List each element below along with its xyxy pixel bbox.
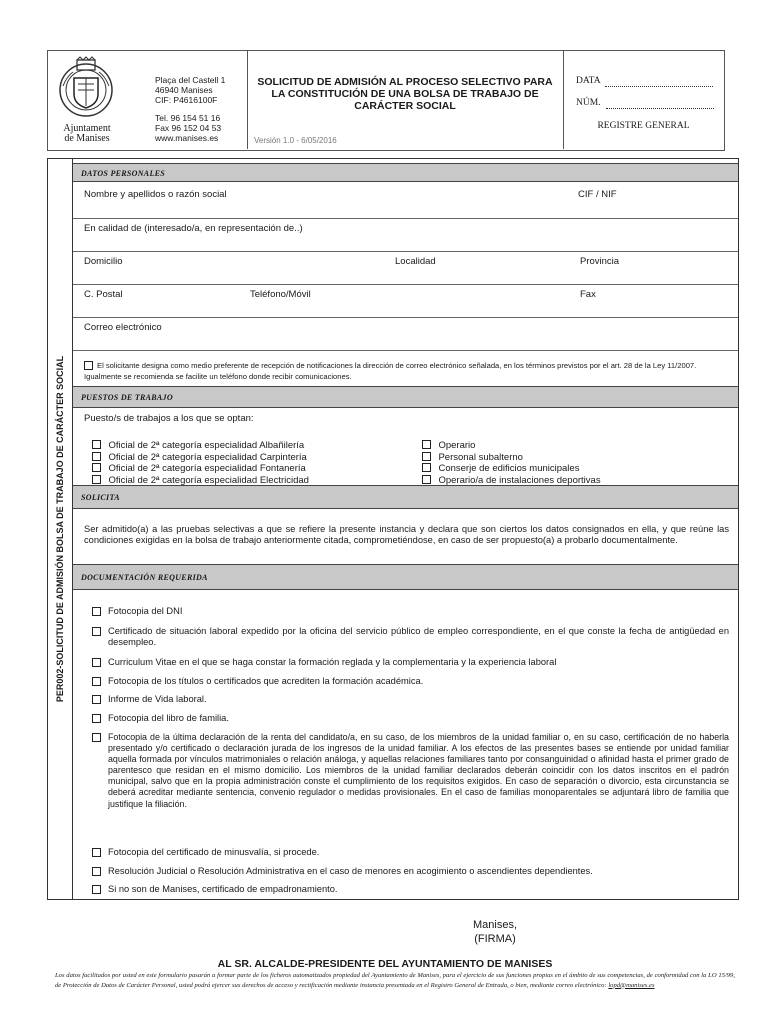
job-option: Operario/a de instalaciones deportivas [438,474,601,486]
form-version: Versión 1.0 - 6/05/2016 [254,136,337,145]
job-option: Oficial de 2ª categoría especialidad Albañilería [108,440,305,451]
org-name-line1: Ajuntament [63,123,111,134]
addressee: AL SR. ALCALDE-PRESIDENTE DEL AYUNTAMIENTO DE MANISES [217,958,553,970]
domicilio-label: Domicilio [84,256,123,267]
section-solicita: SOLICITA [73,485,738,509]
doc-item: Fotocopia del certificado de minusvalía, si procede. [92,847,729,858]
doc-item: Fotocopia del DNI [92,606,729,617]
registre-label: REGISTRE GENERAL [597,121,690,131]
job-option: Oficial de 2ª categoría especialidad Electricidad [108,474,309,486]
doc-item: Resolución Judicial o Resolución Administrativa en el caso de menores en acogimiento o ascendientes dependientes. [92,866,729,877]
firma-label: (FIRMA) [474,933,516,945]
address-line: Plaça del Castell 1 [155,75,226,85]
domicilio-field[interactable] [73,252,738,284]
job-option: Oficial de 2ª categoría especialidad Fontanería [108,463,306,474]
doc-item: Fotocopia del libro de familia. [92,713,729,724]
side-label: PER002-SOLICITUD DE ADMISIÓN BOLSA DE TRABAJO DE CARÁCTER SOCIAL [55,355,65,703]
checkbox[interactable] [92,885,101,894]
data-field[interactable] [605,76,713,87]
puestos-intro: Puesto/s de trabajos a los que se optan: [84,413,254,424]
form-title: SOLICITUD DE ADMISIÓN AL PROCESO SELECTIVO PARA LA CONSTITUCIÓN DE UNA BOLSA DE TRABAJO DE CARÁCTER SOCIAL [257,76,553,112]
job-option: Personal subalterno [438,451,523,463]
checkbox[interactable] [92,733,101,742]
legal-body: Los datos facilitados por usted en este formulario pasarán a formar parte de los ficheros automatizados propiedad del Ayuntamiento de Manises, para el ejercicio de sus funciones propias en el ámbito de sus competencias, de conformidad con la LO 15/99, de Protección de Datos de Carácter Personal, usted podrá ejercer sus derechos de acceso y rectificación mediante instancia presentada en el Registro General de Entrada, o bien, mediante correo electrónico: [55,972,735,989]
cp-field[interactable] [73,285,738,317]
section-datos-personales: DATOS PERSONALES [73,163,738,182]
checkbox[interactable] [92,714,101,723]
header-divider-2 [563,50,564,149]
email-field[interactable] [73,318,738,350]
checkbox[interactable] [92,867,101,876]
num-field[interactable] [606,98,714,109]
cp-label: C. Postal [84,289,123,300]
puestos-right-list [422,435,601,486]
checkbox[interactable] [92,677,101,686]
email-label: Correo electrónico [84,322,162,333]
telefono-label: Teléfono/Móvil [250,289,311,300]
name-label: Nombre y apellidos o razón social [84,189,227,200]
consent-text: El solicitante designa como medio preferente de recepción de notificaciones la dirección de correo electrónico señalada, en los términos previstos por el art. 28 de la Ley 11/2007. Igualmente se recomienda se facilite un teléfono donde recibir comunicaciones. [84,361,697,381]
job-option: Operario [438,440,476,451]
doc-item: Fotocopia de los títulos o certificados que acrediten la formación académica. [92,676,729,687]
org-name-line2: de Manises [64,133,110,144]
doc-item: Curriculum Vitae en el que se haga constar la formación reglada y la complementaria y la experiencia laboral [92,657,729,668]
doc-item: Informe de Vida laboral. [92,694,729,705]
checkbox[interactable] [422,475,431,484]
solicita-text: Ser admitido(a) a las pruebas selectivas a que se refiere la presente instancia y declara que son ciertos los datos consignados en ella, y que reúne las condiciones exigidas en la bolsa de trabajo anteriormente citada, comprometiéndose, en caso de ser propuesto(a) a probarlo documentalmente. [84,524,729,546]
puestos-left-list [92,435,309,486]
data-label: DATA [576,76,601,86]
address-line: 46940 Manises [155,85,213,95]
calidad-label: En calidad de (interesado/a, en representación de..) [84,223,303,234]
localidad-label: Localidad [395,256,436,267]
job-option: Oficial de 2ª categoría especialidad Carpintería [108,451,307,463]
checkbox[interactable] [92,658,101,667]
calidad-field[interactable] [73,219,738,251]
job-option: Conserje de edificios municipales [438,463,580,474]
coat-of-arms-logo [55,56,117,122]
checkbox[interactable] [92,695,101,704]
address-line: CIF: P4616100F [155,95,218,105]
phone: Tel. 96 154 51 16 [155,113,221,123]
cif-label: CIF / NIF [578,189,617,200]
checkbox[interactable] [92,627,101,636]
website-link[interactable]: www.manises.es [155,133,219,143]
fax-label: Fax [580,289,596,300]
doc-item: Fotocopia de la última declaración de la renta del candidato/a, en su caso, de los miembros de la unidad familiar o, en su caso, certificación de no haberla presentado y/o certificado o declaración jurada de los ingresos de la unidad familiar. A los efectos de las presentes bases se entiende por unidad familiar aquella formada por vínculos matrimoniales o relación análoga, y aquellas relaciones familiares tanto por consanguinidad o afinidad hasta el primer grado de parentesco que residan en el mismo domicilio. Los miembros de la unidad familiar declarados deberán coincidir con los datos inscritos en el padrón municipal, salvo que en la propia administración conste el cumplimiento de los requisitos exigidos. En caso de separación o divorcio, esta circunstancia se deberá acreditar mediante sentencia, convenio regulador o medidas provisionales. En el caso de familias monoparentales se adjuntará libro de familia que justifique la filiación. [92,732,729,810]
section-puestos: PUESTOS DE TRABAJO [73,386,738,408]
section-documentacion: DOCUMENTACIÓN REQUERIDA [73,564,738,590]
doc-item: Certificado de situación laboral expedido por la oficina del servicio público de empleo correspondiente, en el que conste la fecha de antigüedad en desempleo. [92,626,729,649]
checkbox[interactable] [92,607,101,616]
firma-place: Manises, [472,919,518,931]
legal-email-link[interactable]: lopd@manises.es [608,981,655,989]
name-field[interactable] [73,184,738,218]
header-divider-1 [247,50,248,149]
fax: Fax 96 152 04 53 [155,123,222,133]
checkbox[interactable] [92,848,101,857]
num-label: NÚM. [576,98,601,108]
legal-text [55,971,735,990]
checkbox[interactable] [92,475,101,484]
doc-item: Si no son de Manises, certificado de empadronamiento. [92,884,729,895]
provincia-label: Provincia [580,256,620,267]
